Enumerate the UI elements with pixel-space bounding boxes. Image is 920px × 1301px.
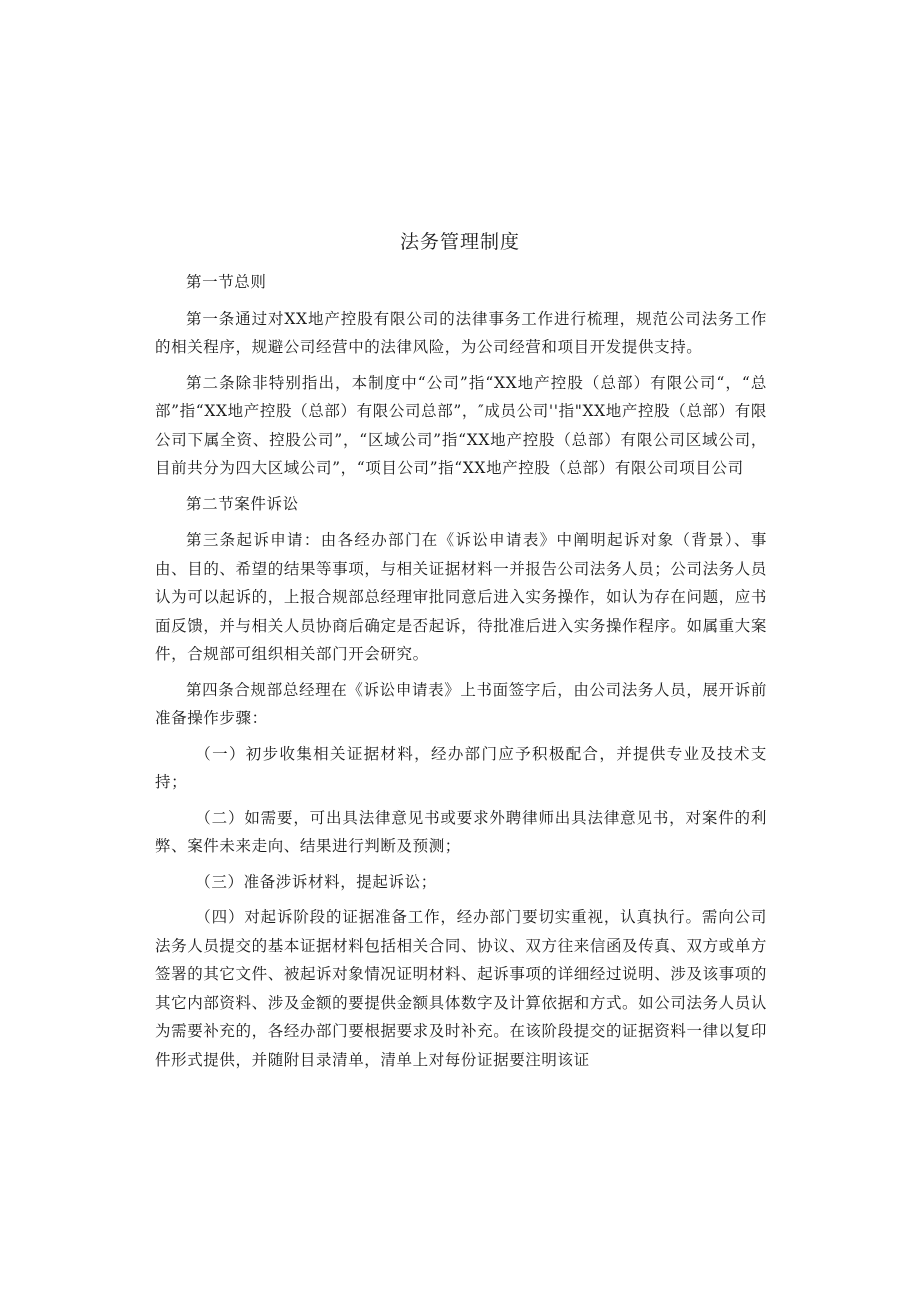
- section-heading-litigation: 第二节案件诉讼: [186, 494, 299, 513]
- article-1: 第一条通过对XX地产控股有限公司的法律事务工作进行梳理，规范公司法务工作的相关程序，规避公司经营中的法律风险，为公司经营和项目开发提供支持。: [155, 309, 767, 356]
- list-item-1: （一）初步收集相关证据材料，经办部门应予积极配合，并提供专业及技术支持；: [155, 744, 767, 791]
- document-body: [155, 268, 767, 1081]
- section-heading-general: 第一节总则: [186, 273, 267, 291]
- document-title: 法务管理制度: [399, 231, 520, 253]
- list-item-3: （三）准备涉诉材料，提起诉讼；: [195, 872, 437, 891]
- article-4: 第四条合规部总经理在《诉讼申请表》上书面签字后，由公司法务人员，展开诉前准备操作步骤：: [155, 680, 767, 727]
- article-2: 第二条除非特别指出，本制度中“公司”指“XX地产控股（总部）有限公司“，“总部”指“XX地产控股（总部）有限公司总部”，″成员公司''指"XX地产控股（总部）有限公司下属全资、控股公司”，“区域公司”指“XX地产控股（总部）有限公司区域公司，目前共分为四大区域公司”，“项目公司”指“XX地产控股（总部）有限公司项目公司: [155, 373, 767, 477]
- article-3: 第三条起诉申请：由各经办部门在《诉讼申请表》中阐明起诉对象（背景）、事由、目的、希望的结果等事项，与相关证据材料一并报告公司法务人员；公司法务人员认为可以起诉的，上报合规部总经理审批同意后进入实务操作，如认为存在问题，应书面反馈，并与相关人员协商后确定是否起诉，待批准后进入实务操作程序。如属重大案件，合规部可组织相关部门开会研究。: [155, 531, 767, 663]
- list-item-2: （二）如需要，可出具法律意见书或要求外聘律师出具法律意见书，对案件的利弊、案件未来走向、结果进行判断及预测；: [155, 808, 767, 855]
- list-item-4: （四）对起诉阶段的证据准备工作，经办部门要切实重视，认真执行。需向公司法务人员提交的基本证据材料包括相关合同、协议、双方往来信函及传真、双方或单方签署的其它文件、被起诉对象情况证明材料、起诉事项的详细经过说明、涉及该事项的其它内部资料、涉及金额的要提供金额具体数字及计算依据和方式。如公司法务人员认为需要补充的，各经办部门要根据要求及时补充。在该阶段提交的证据资料一律以复印件形式提供，并随附目录清单，清单上对每份证据要注明该证: [155, 908, 767, 1069]
